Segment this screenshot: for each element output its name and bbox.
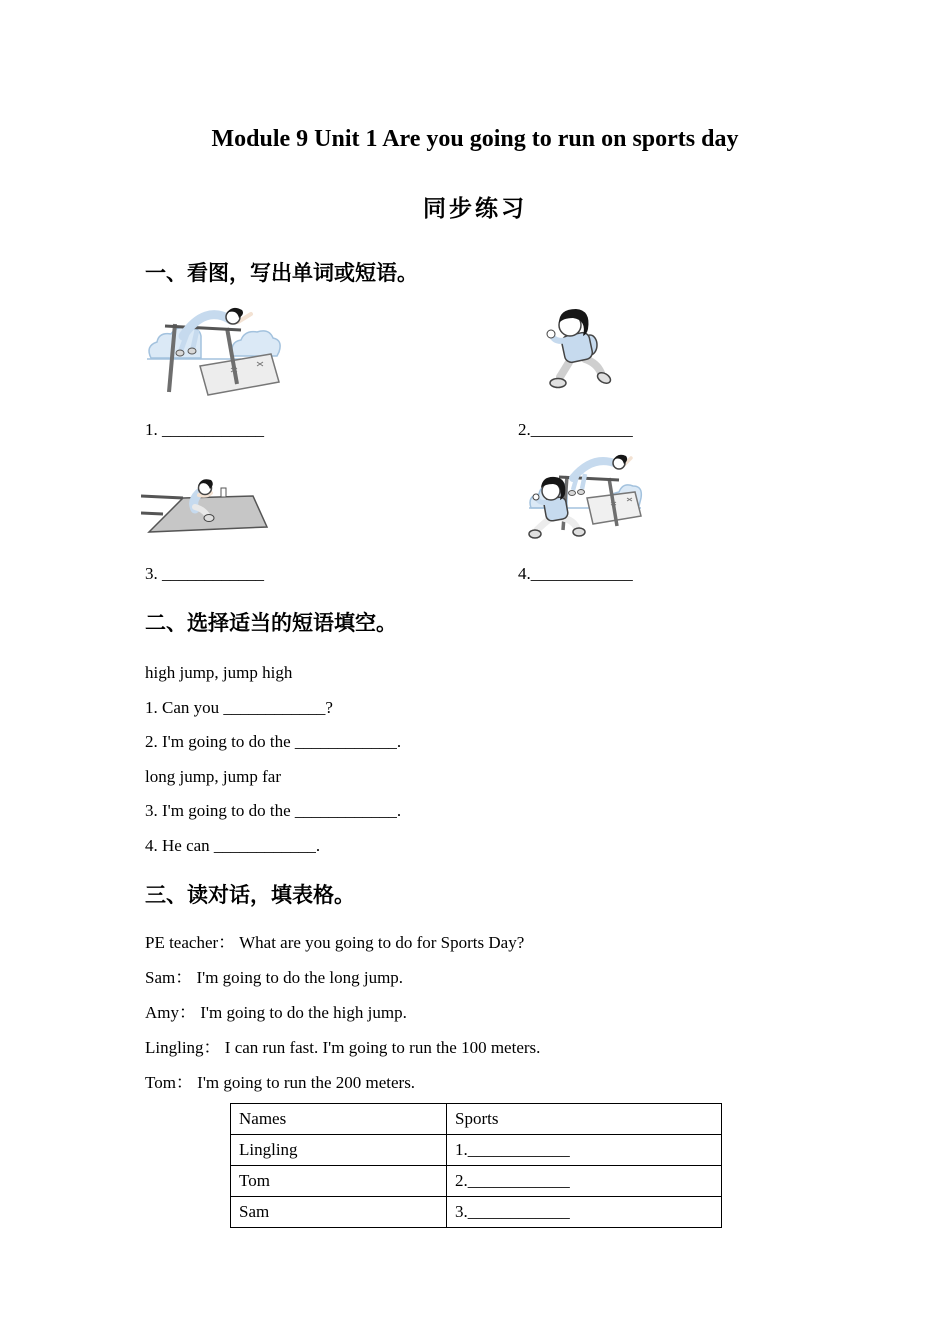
answer-blank-3[interactable]: 3. ____________	[145, 564, 264, 583]
long-jump-illustration	[141, 477, 269, 538]
high-jump-illustration	[145, 304, 285, 397]
answer-blank-2[interactable]: 2.____________	[518, 420, 633, 439]
dialogue-tom: Tom： I'm going to run the 200 meters.	[145, 1073, 416, 1092]
high-jump-and-runner-illustration	[527, 452, 644, 545]
high-jump-drawing	[145, 304, 285, 397]
phrase-options-high: high jump, jump high	[145, 663, 293, 682]
table-row	[231, 1197, 722, 1228]
answer-blank-4[interactable]: 4.____________	[518, 564, 633, 583]
dialogue-sam: Sam： I'm going to do the long jump.	[145, 968, 404, 987]
table-cell-name-tom: Tom	[231, 1166, 447, 1197]
sports-table	[230, 1103, 722, 1228]
dialogue-pe-teacher: PE teacher： What are you going to do for Sports Day?	[145, 933, 525, 952]
page-subtitle: 同步练习	[423, 195, 527, 221]
table-row	[231, 1135, 722, 1166]
running-boy-drawing	[543, 307, 616, 396]
table-cell-sport-blank-2[interactable]: 2.____________	[447, 1166, 722, 1197]
fill-question-4: 4. He can ____________.	[145, 836, 321, 855]
answer-blank-1[interactable]: 1. ____________	[145, 420, 264, 439]
dialogue-amy: Amy： I'm going to do the high jump.	[145, 1003, 407, 1022]
page-title: Module 9 Unit 1 Are you going to run on sports day	[211, 126, 739, 152]
fill-question-3: 3. I'm going to do the ____________.	[145, 801, 402, 820]
high-jump-and-runner-drawing	[527, 452, 644, 545]
table-cell-sport-blank-1[interactable]: 1.____________	[447, 1135, 722, 1166]
table-row	[231, 1166, 722, 1197]
phrase-options-long: long jump, jump far	[145, 767, 281, 786]
table-header-sports: Sports	[447, 1104, 722, 1135]
table-cell-name-lingling: Lingling	[231, 1135, 447, 1166]
dialogue-lingling: Lingling： I can run fast. I'm going to run the 100 meters.	[145, 1038, 541, 1057]
section3-heading: 三、读对话，填表格。	[145, 884, 355, 907]
table-cell-sport-blank-3[interactable]: 3.____________	[447, 1197, 722, 1228]
section2-heading: 二、选择适当的短语填空。	[145, 612, 397, 635]
table-cell-name-sam: Sam	[231, 1197, 447, 1228]
table-header-row	[231, 1104, 722, 1135]
running-boy-illustration	[543, 307, 616, 396]
section1-heading: 一、看图，写出单词或短语。	[145, 262, 418, 285]
long-jump-drawing	[141, 477, 269, 538]
table-header-names: Names	[231, 1104, 447, 1135]
fill-question-2: 2. I'm going to do the ____________.	[145, 732, 402, 751]
fill-question-1: 1. Can you ____________?	[145, 698, 333, 717]
